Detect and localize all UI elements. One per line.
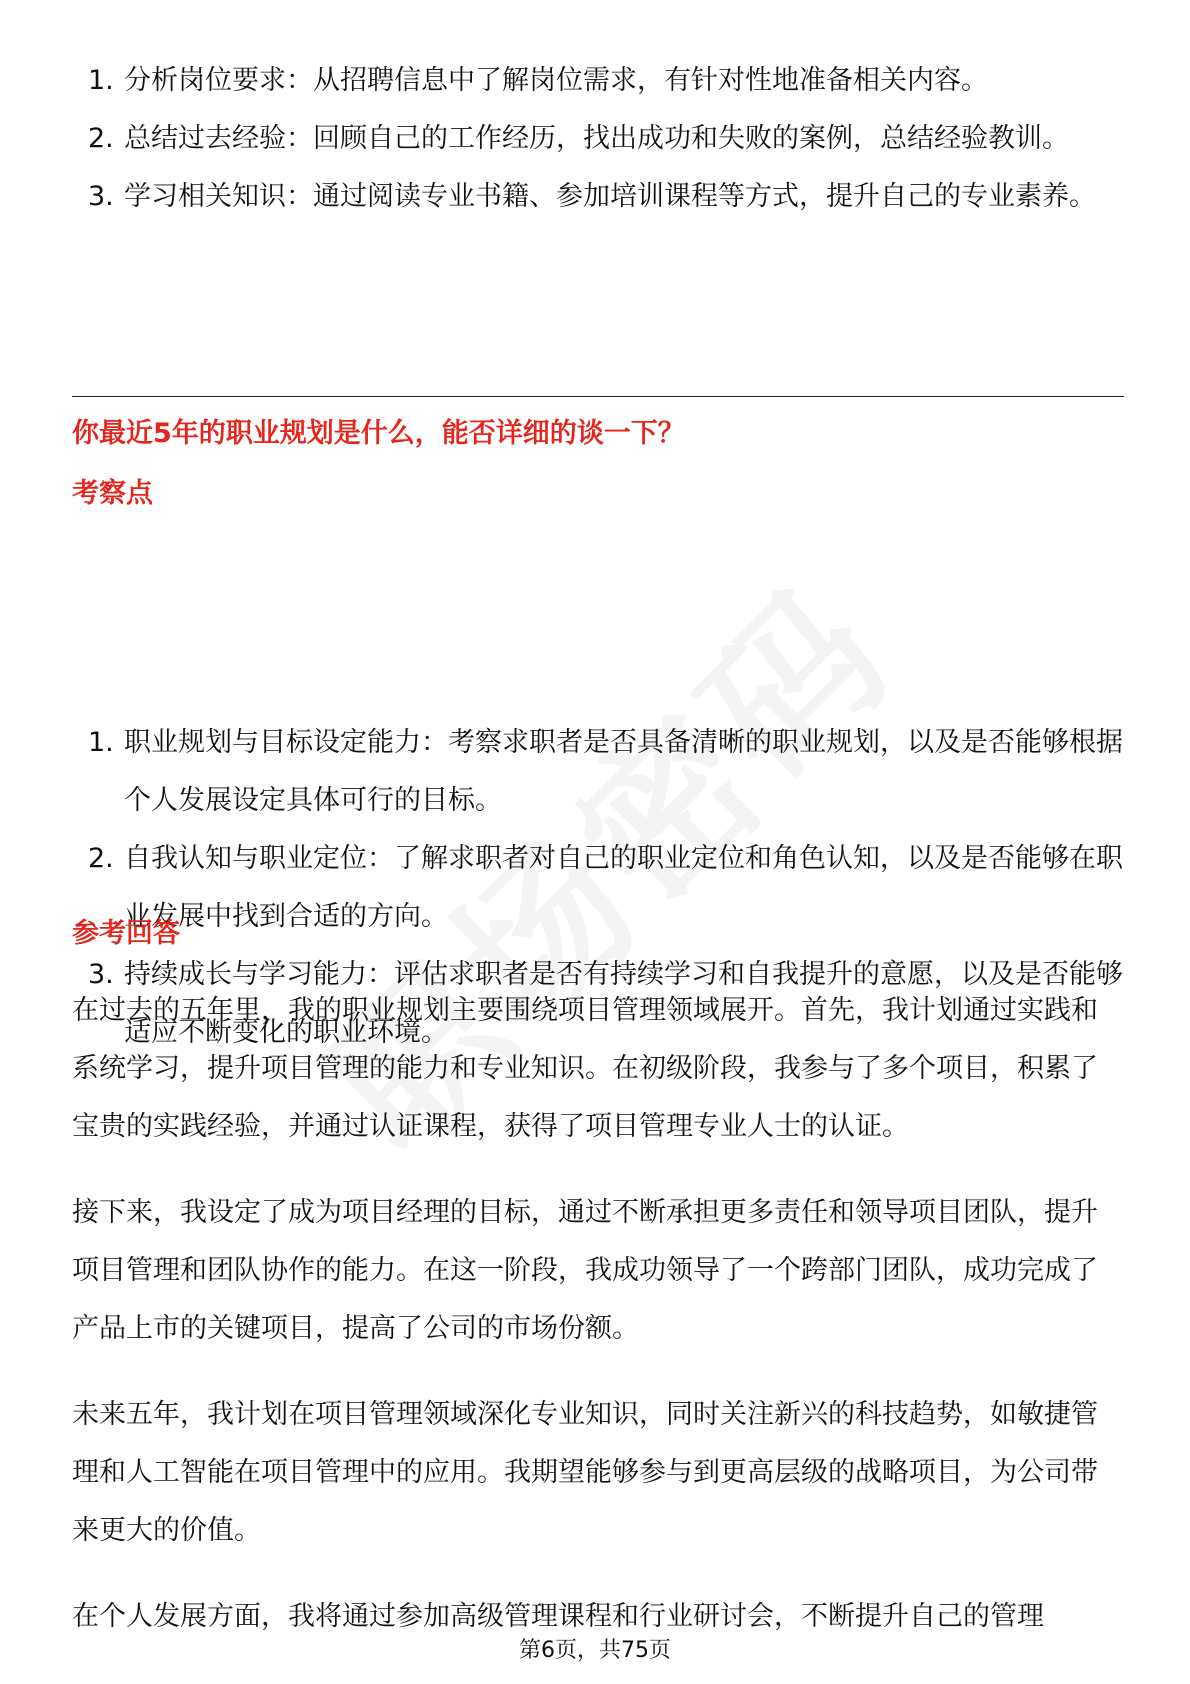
section-divider: [72, 396, 1124, 397]
list-number: 1.: [88, 727, 114, 758]
list-item: [72, 52, 1124, 110]
list-text: 分析岗位要求：从招聘信息中了解岗位需求，有针对性地准备相关内容。: [124, 65, 988, 96]
list-number: 3.: [88, 959, 114, 990]
list-number: 3.: [88, 181, 114, 212]
prep-tips-list: [72, 52, 1124, 226]
answer-paragraph: 在过去的五年里，我的职业规划主要围绕项目管理领域展开。首先，我计划通过实践和系统学习，提升项目管理的能力和专业知识。在初级阶段，我参与了多个项目，积累了宝贵的实践经验，并通过认证课程，获得了项目管理专业人士的认证。: [72, 995, 1098, 1142]
list-text: 自我认知与职业定位：了解求职者对自己的职业定位和角色认知，以及是否能够在职业发展中找到合适的方向。: [124, 843, 1123, 932]
list-text: 学习相关知识：通过阅读专业书籍、参加培训课程等方式，提升自己的专业素养。: [124, 181, 1096, 212]
answer-paragraph: 接下来，我设定了成为项目经理的目标，通过不断承担更多责任和领导项目团队，提升项目管理和团队协作的能力。在这一阶段，我成功领导了一个跨部门团队，成功完成了产品上市的关键项目，提高了公司的市场份额。: [72, 1197, 1098, 1344]
list-item: [72, 714, 1124, 830]
list-text: 职业规划与目标设定能力：考察求职者是否具备清晰的职业规划，以及是否能够根据个人发展设定具体可行的目标。: [124, 727, 1123, 816]
list-text: 总结过去经验：回顾自己的工作经历，找出成功和失败的案例，总结经验教训。: [124, 123, 1069, 154]
list-text: 持续成长与学习能力：评估求职者是否有持续学习和自我提升的意愿，以及是否能够适应不断变化的职业环境。: [124, 959, 1123, 1048]
answer-paragraph: 在个人发展方面，我将通过参加高级管理课程和行业研讨会，不断提升自己的管理: [72, 1601, 1044, 1632]
list-item: [72, 110, 1124, 168]
section-heading-assessment-points: 考察点: [72, 478, 153, 509]
interview-question: 你最近5年的职业规划是什么，能否详细的谈一下？: [72, 418, 685, 449]
list-number: 2.: [88, 843, 114, 874]
answer-paragraph: 未来五年，我计划在项目管理领域深化专业知识，同时关注新兴的科技趋势，如敏捷管理和人工智能在项目管理中的应用。我期望能够参与到更高层级的战略项目，为公司带来更大的价值。: [72, 1399, 1098, 1546]
list-number: 1.: [88, 65, 114, 96]
page-footer: 第6页，共75页: [519, 1638, 671, 1663]
list-item: [72, 830, 1124, 946]
list-item: [72, 168, 1124, 226]
list-number: 2.: [88, 123, 114, 154]
document-page: [72, 0, 1124, 1684]
section-heading-reference-answer: 参考回答: [72, 918, 180, 949]
